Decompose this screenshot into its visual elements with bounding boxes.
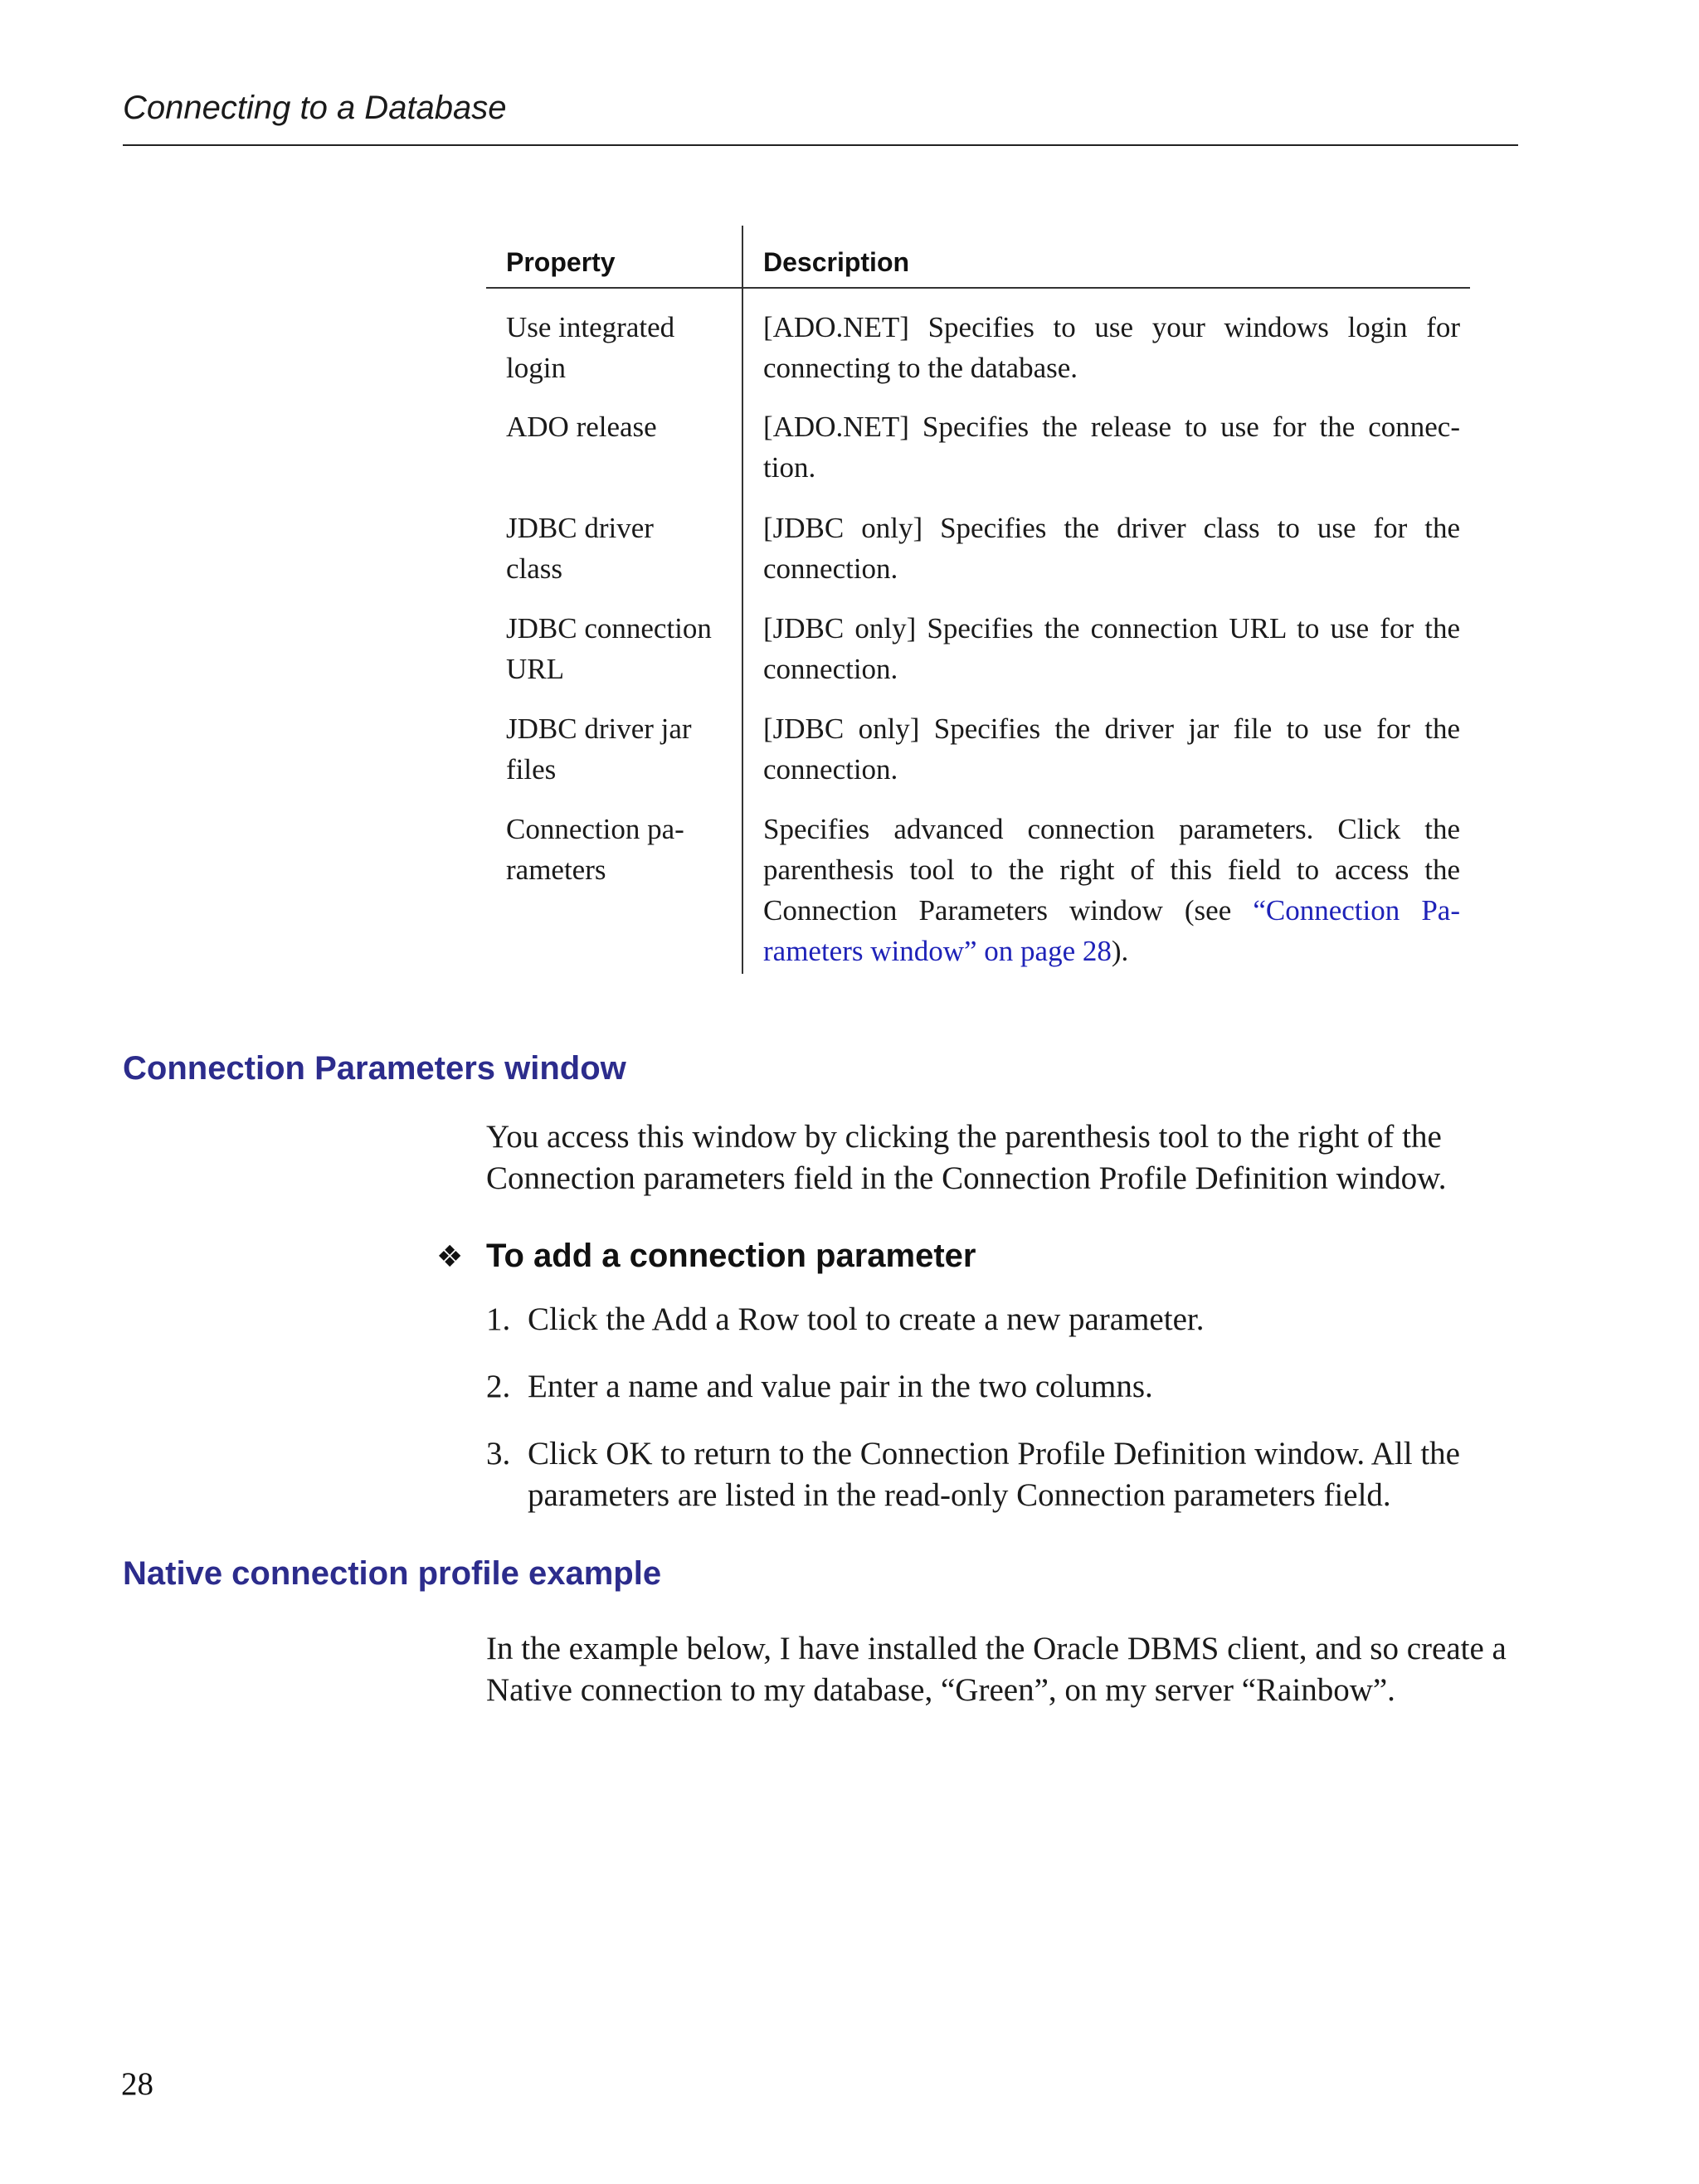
section-heading-native-connection: Native connection profile example [123, 1555, 662, 1592]
description-cell: [ADO.NET] Specifies to use your windows login for connecting to the database. [763, 311, 1460, 384]
description-cell: [JDBC only] Specifies the driver class to use for the connection. [763, 512, 1460, 585]
body-paragraph: You access this window by clicking the parenthesis tool to the right of the Connection parameters field in the Connection Profile Definition window. [486, 1119, 1447, 1196]
table-column-divider [742, 226, 743, 974]
description-cell: [ADO.NET] Specifies the release to use for the connec- tion. [763, 411, 1460, 484]
step-number: 2. [486, 1369, 511, 1404]
description-cell [763, 809, 1460, 971]
step-number: 1. [486, 1301, 511, 1337]
table-header-rule [486, 287, 1470, 289]
cross-reference-link[interactable]: “Connection Pa- rameters window” on page 28 [763, 894, 1460, 967]
diamond-bullet-icon: ❖ [436, 1239, 464, 1273]
table-header-description: Description [763, 247, 910, 277]
step-text: Click the Add a Row tool to create a new parameter. [528, 1301, 1205, 1337]
property-cell: ADO release [506, 411, 657, 443]
procedure-title: To add a connection parameter [486, 1238, 976, 1274]
table-header-property: Property [506, 247, 616, 277]
property-cell: JDBC connection URL [506, 612, 712, 685]
body-paragraph: In the example below, I have installed the Oracle DBMS client, and so create a Native connection to my database, “Green”, on my server “Rainbow”. [486, 1631, 1507, 1708]
section-heading-connection-parameters: Connection Parameters window [123, 1050, 626, 1087]
page-number: 28 [121, 2066, 153, 2102]
property-table [486, 226, 1470, 974]
step-text: Enter a name and value pair in the two columns. [528, 1369, 1153, 1404]
property-cell: Use integrated login [506, 311, 675, 384]
description-cell: [JDBC only] Specifies the driver jar file to use for the connection. [763, 713, 1460, 786]
property-cell: Connection pa- rameters [506, 813, 684, 886]
property-cell: JDBC driver jar files [506, 713, 692, 786]
running-header [123, 90, 1518, 146]
step-text: Click OK to return to the Connection Profile Definition window. All the parameters are listed in the read-only Connection parameters field. [528, 1436, 1460, 1513]
description-text: Specifies advanced connection parameters. Click the parenthesis tool to the right of this field to access the Connection Parameters window (see [763, 813, 1460, 927]
description-cell: [JDBC only] Specifies the connection URL to use for the connection. [763, 612, 1460, 685]
header-title: Connecting to a Database [123, 90, 507, 126]
description-text-end: ). [1111, 935, 1129, 967]
procedure-heading [436, 1238, 976, 1275]
property-cell: JDBC driver class [506, 512, 654, 585]
step-number: 3. [486, 1436, 511, 1471]
